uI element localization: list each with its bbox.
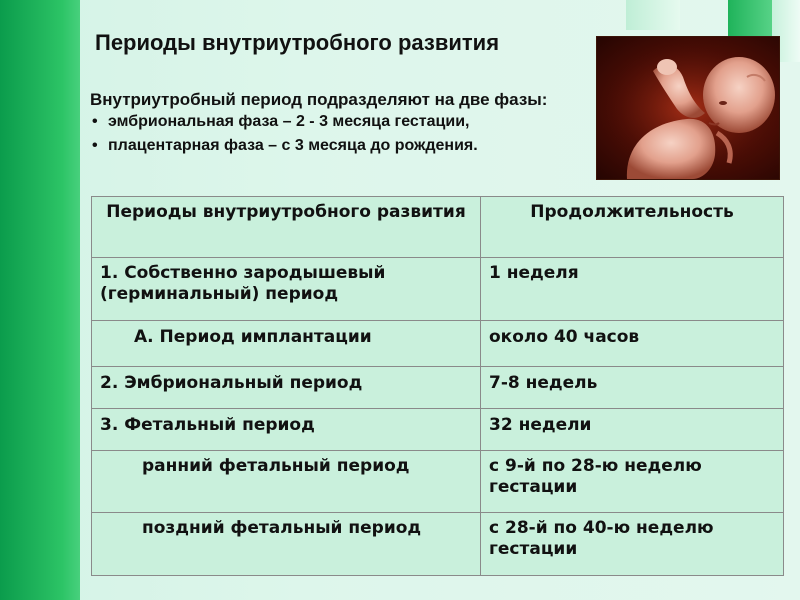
bullet-icon: • <box>92 113 98 130</box>
intro-block <box>90 90 590 158</box>
period-cell: ранний фетальный период <box>92 451 481 513</box>
phase-item-text: плацентарная фаза – с 3 месяца до рождения. <box>108 137 478 154</box>
periods-table <box>91 196 784 576</box>
duration-cell: около 40 часов <box>481 321 784 367</box>
phase-list <box>90 110 590 158</box>
period-cell: А. Период имплантации <box>92 321 481 367</box>
phase-item-embryonic <box>90 110 590 134</box>
table-row <box>92 367 784 409</box>
phase-item-placental <box>90 134 590 158</box>
header-duration: Продолжительность <box>481 197 784 258</box>
intro-text: Внутриутробный период подразделяют на две фазы: <box>90 90 548 109</box>
duration-cell: 7-8 недель <box>481 367 784 409</box>
period-cell: 1. Собственно зародышевый (герминальный) период <box>92 258 481 321</box>
left-decorative-stripe <box>0 0 80 600</box>
header-periods: Периоды внутриутробного развития <box>92 197 481 258</box>
period-cell: 3. Фетальный период <box>92 409 481 451</box>
table-row <box>92 513 784 576</box>
duration-cell: 32 недели <box>481 409 784 451</box>
period-cell: 2. Эмбриональный период <box>92 367 481 409</box>
table-row <box>92 258 784 321</box>
fetus-photo <box>596 36 780 180</box>
period-cell: поздний фетальный период <box>92 513 481 576</box>
table-header-row <box>92 197 784 258</box>
table-row <box>92 321 784 367</box>
duration-cell: 1 неделя <box>481 258 784 321</box>
phase-item-text: эмбриональная фаза – 2 - 3 месяца гестации, <box>108 113 470 130</box>
slide-title: Периоды внутриутробного развития <box>95 30 500 55</box>
table-row <box>92 409 784 451</box>
bullet-icon: • <box>92 137 98 154</box>
duration-cell: с 28-й по 40-ю неделю гестации <box>481 513 784 576</box>
duration-cell: с 9-й по 28-ю неделю гестации <box>481 451 784 513</box>
corner-decoration-light <box>626 0 680 30</box>
table-row <box>92 451 784 513</box>
